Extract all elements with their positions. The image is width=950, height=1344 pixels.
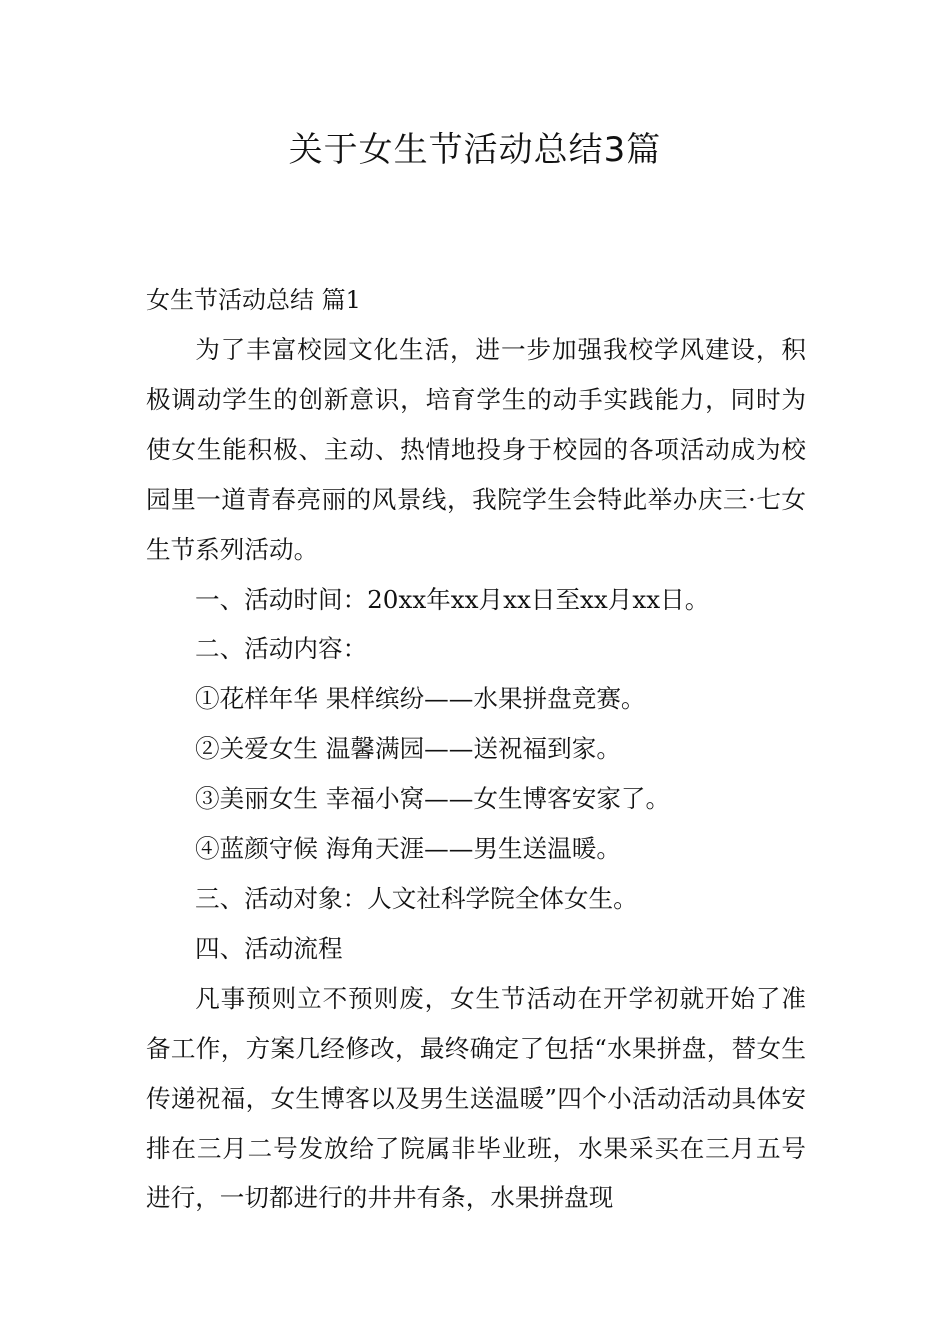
- activity-process-item: 四、活动流程: [195, 933, 343, 963]
- activity-time-item: 一、活动时间：20xx年xx月xx日至xx月xx日。: [195, 584, 710, 614]
- process-paragraph: 凡事预则立不预则废，女生节活动在开学初就开始了准备工作，方案几经修改，最终确定了包括“水果拼盘，替女生传递祝福，女生博客以及男生送温暖”四个小活动活动具体安排在三月二号发放给了院属非毕业班，水果采买在三月五号进行，一切都进行的井井有条，水果拼盘现: [146, 983, 806, 1213]
- section-heading: 女生节活动总结 篇1: [146, 286, 361, 314]
- activity-list-item: ③美丽女生 幸福小窝——女生博客安家了。: [195, 784, 671, 814]
- activity-list-item: ②关爱女生 温馨满园——送祝福到家。: [195, 734, 621, 764]
- activity-list-item: ④蓝颜守候 海角天涯——男生送温暖。: [195, 834, 621, 864]
- activity-list-item: ①花样年华 果样缤纷——水果拼盘竞赛。: [195, 684, 646, 714]
- document-body: [146, 275, 806, 1223]
- document-title: 关于女生节活动总结3篇: [288, 130, 662, 170]
- activity-target-item: 三、活动对象：人文社科学院全体女生。: [195, 883, 638, 913]
- activity-content-item: 二、活动内容：: [195, 634, 368, 664]
- intro-paragraph: 为了丰富校园文化生活，进一步加强我校学风建设，积极调动学生的创新意识，培育学生的动手实践能力，同时为使女生能积极、主动、热情地投身于校园的各项活动成为校园里一道青春亮丽的风景线，我院学生会特此举办庆三·七女生节系列活动。: [146, 335, 806, 564]
